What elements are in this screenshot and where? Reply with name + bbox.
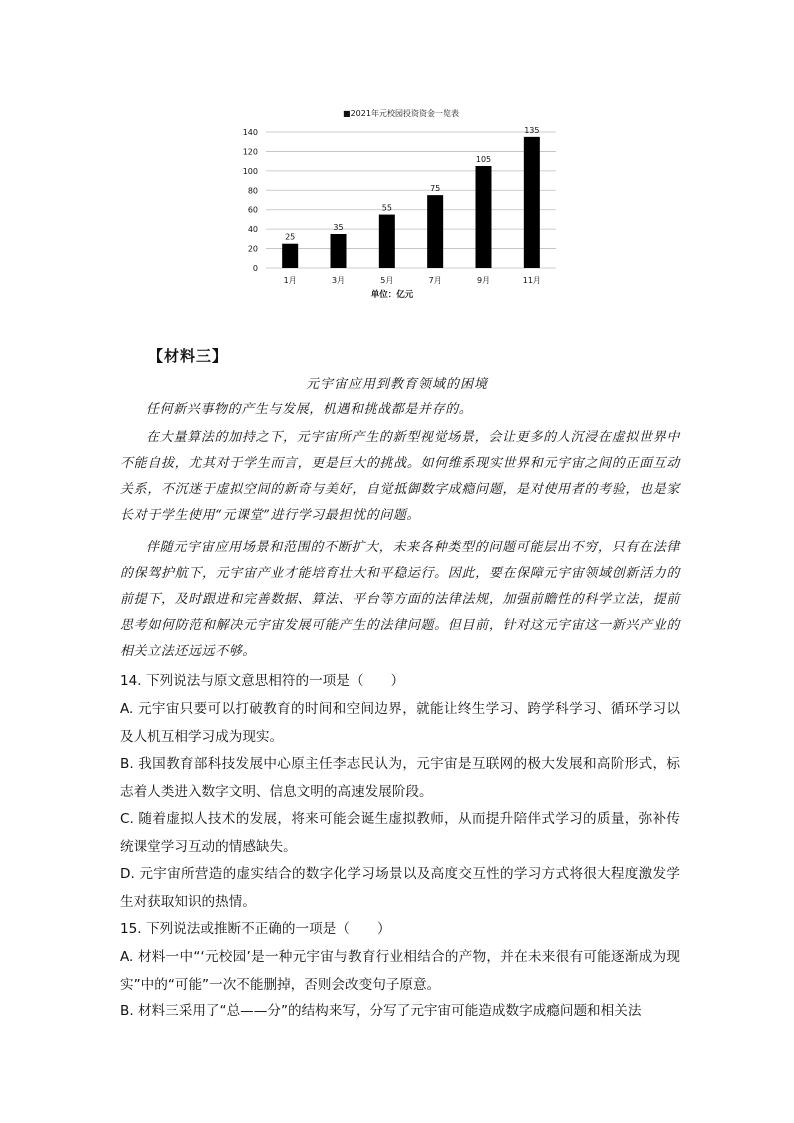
question-14-option-d: D. 元宇宙所营造的虚实结合的数字化学习场景以及高度交互性的学习方式将很大程度激发学生对获取知识的热情。 xyxy=(120,866,680,910)
question-14-option-b: B. 我国教育部科技发展中心原主任李志民认为，元宇宙是互联网的极大发展和高阶形式，标志着人类进入数字文明、信息文明的高速发展阶段。 xyxy=(120,756,680,800)
chart-gridlines xyxy=(266,132,556,268)
material-three-paragraph-2: 在大量算法的加持之下，元宇宙所产生的新型视觉场景，会让更多的人沉浸在虚拟世界中不能自拔，尤其对于学生而言，更是巨大的挑战。如何维系现实世界和元宇宙之间的正面互动关系，不沉迷于虚拟空间的新奇与美好，自觉抵御数字成瘾问题，是对使用者的考验，也是家长对于学生使用“元课堂”进行学习最担忧的问题。 xyxy=(120,430,680,523)
question-14-option-c: C. 随着虚拟人技术的发展，将来可能会诞生虚拟教师，从而提升陪伴式学习的质量，弥补传统课堂学习互动的情感缺失。 xyxy=(120,811,680,855)
x-tick-label: 9月 xyxy=(476,276,491,285)
question-14-stem: 14. 下列说法与原文意思相符的一项是（ ） xyxy=(120,673,405,689)
material-three-paragraph-1: 任何新兴事物的产生与发展，机遇和挑战都是并存的。 xyxy=(146,402,473,417)
chart-bars xyxy=(282,126,540,268)
y-tick-label: 0 xyxy=(252,264,258,273)
y-tick-label: 20 xyxy=(247,244,258,254)
investment-bar-chart xyxy=(226,100,576,305)
material-three-paragraph-3: 伴随元宇宙应用场景和范围的不断扩大，未来各种类型的问题可能层出不穷，只有在法律的保驾护航下，元宇宙产业才能培育壮大和平稳运行。因此，要在保障元宇宙领域创新活力的前提下，及时跟进和完善数据、算法、平台等方面的法律法规，加强前瞻性的科学立法，提前思考如何防范和解决元宇宙发展可能产生的法律问题。但目前，针对这元宇宙这一新兴产业的相关立法还远远不够。 xyxy=(120,540,680,659)
bar-value-label: 25 xyxy=(285,232,296,242)
bar xyxy=(427,195,443,268)
y-tick-label: 140 xyxy=(242,128,258,137)
y-tick-label: 100 xyxy=(242,166,258,176)
bar xyxy=(379,215,395,268)
y-tick-label: 40 xyxy=(247,225,258,235)
bar-value-label: 35 xyxy=(333,223,344,232)
bar xyxy=(331,234,347,268)
bar-value-label: 135 xyxy=(524,125,540,135)
material-three-title: 元宇宙应用到教育领域的困境 xyxy=(305,377,488,392)
x-tick-label: 7月 xyxy=(428,276,442,285)
y-tick-label: 120 xyxy=(242,147,258,157)
chart-title: ■2021年元校园投资资金一览表 xyxy=(343,109,459,118)
bar xyxy=(476,166,492,268)
y-tick-label: 60 xyxy=(247,205,258,215)
x-tick-label: 5月 xyxy=(380,276,394,285)
question-15-option-b: B. 材料三采用了“总——分”的结构来写，分写了元宇宙可能造成数字成瘾问题和相关法 xyxy=(120,1003,642,1019)
question-15-option-a: A. 材料一中“‘元校园’是一种元宇宙与教育行业相结合的产物，并在未来很有可能逐渐成为现实”中的“可能”一次不能删掉，否则会改变句子原意。 xyxy=(120,949,680,993)
question-15-stem: 15. 下列说法或推断不正确的一项是（ ） xyxy=(120,921,391,937)
bar-value-label: 105 xyxy=(475,155,492,164)
material-three-header: 【材料三】 xyxy=(148,347,229,365)
x-tick-label: 3月 xyxy=(331,276,346,285)
y-tick-label: 80 xyxy=(247,186,258,196)
chart-y-axis xyxy=(243,128,258,273)
question-14-option-a: A. 元宇宙只要可以打破教育的时间和空间边界，就能让终生学习、跨学科学习、循环学习以及人机互相学习成为现实。 xyxy=(120,701,680,745)
chart-x-axis-label: 单位：亿元 xyxy=(370,290,414,300)
chart-x-axis xyxy=(284,276,541,285)
bar-value-label: 75 xyxy=(430,184,441,194)
x-tick-label: 1月 xyxy=(283,276,297,285)
x-tick-label: 11月 xyxy=(522,276,541,285)
bar xyxy=(282,244,298,268)
bar-value-label: 55 xyxy=(381,203,392,213)
bar xyxy=(524,137,540,268)
